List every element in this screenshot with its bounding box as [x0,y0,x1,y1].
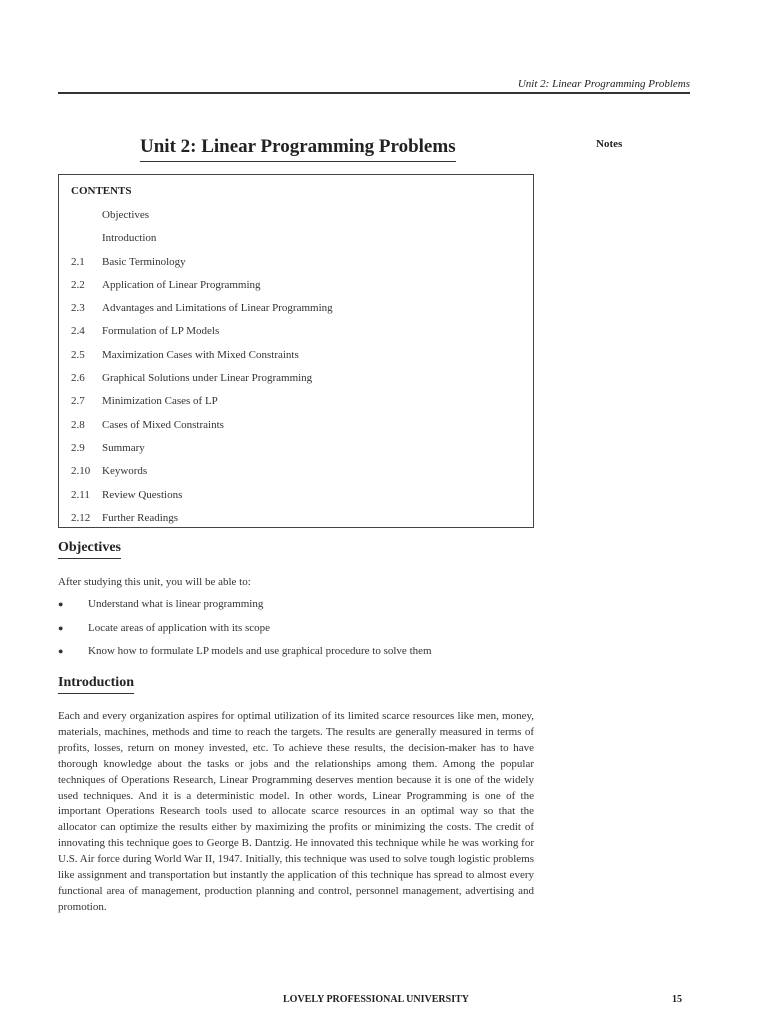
contents-item-number: 2.7 [71,395,85,408]
bullet-icon: ● [58,622,64,633]
contents-item-2-12[interactable] [71,512,333,535]
running-header: Unit 2: Linear Programming Problems [517,78,690,90]
notes-margin-label: Notes [596,138,623,150]
contents-item-objectives[interactable] [71,209,333,232]
contents-item-number: 2.6 [71,372,85,385]
objectives-lead: After studying this unit, you will be able to: [58,576,251,588]
contents-item-2-3[interactable] [71,302,333,325]
contents-item-number: 2.12 [71,511,91,524]
contents-item-number: 2.8 [71,418,85,431]
contents-item-label: Cases of Mixed Constraints [102,418,224,431]
page-title: Unit 2: Linear Programming Problems [140,136,456,162]
contents-item-number: 2.9 [71,441,85,454]
contents-list [71,209,333,535]
objective-text: Locate areas of application with its scope [88,621,271,634]
contents-item-number: 2.10 [71,465,91,478]
contents-item-number: 2.5 [71,348,85,361]
page-number: 15 [672,994,682,1005]
objective-text: Know how to formulate LP models and use graphical procedure to solve them [88,645,432,657]
contents-item-2-9[interactable] [71,442,333,465]
contents-item-label: Graphical Solutions under Linear Programming [102,372,313,385]
contents-item-number: 2.11 [71,488,90,501]
list-item [58,645,432,669]
contents-item-label: Review Questions [102,488,183,501]
contents-heading: CONTENTS [71,185,132,197]
contents-item-label: Summary [102,441,145,454]
contents-item-number: 2.3 [71,302,85,315]
contents-item-label: Basic Terminology [102,255,186,268]
contents-item-2-5[interactable] [71,349,333,372]
contents-item-label: Maximization Cases with Mixed Constraints [102,348,299,361]
header-rule [58,92,690,94]
contents-item-number: 2.4 [71,325,85,338]
contents-item-2-6[interactable] [71,372,333,395]
footer-university: LOVELY PROFESSIONAL UNIVERSITY [283,994,469,1005]
introduction-heading: Introduction [58,675,134,694]
list-item [58,622,432,646]
contents-item-label: Keywords [102,465,148,478]
contents-item-label: Advantages and Limitations of Linear Programming [102,302,333,315]
contents-item-label: Formulation of LP Models [102,325,220,338]
contents-item-label: Objectives [102,209,150,221]
bullet-icon: ● [58,646,64,656]
list-item [58,598,432,622]
contents-item-label: Minimization Cases of LP [102,395,218,408]
introduction-paragraph: Each and every organization aspires for optimal utilization of its limited scarce resources like men, money, materials, machines, methods and time to reach the targets. The results are generally measured in terms of profits, losses, return on money invested, etc. To achieve these results, the decision-maker has to have thorough knowledge about the tasks or jobs and the relationships among them. Among the popular techniques of Operations Research, Linear Programming deserves mention because it is one of the widely used techniques. And it is a deterministic model. In other words, Linear Programming is one of the important Operations Research tools used to allocate scarce resources in an optimal way so that the allocator can optimize the results either by maximizing the profits or minimizing the costs. The credit of innovating this technique goes to George B. Dantzig. He innovated this technique while he was working for U.S. Air force during World War II, 1947. Initially, this technique was used to solve tough logistic problems like assignment and transportation but instantly the application of this technique has spread to almost every functional area of management, production planning and control, personnel management, advertising and promotion. [58,710,534,913]
bullet-icon: ● [58,599,64,609]
objectives-list [58,598,432,669]
objectives-heading: Objectives [58,540,121,559]
contents-item-number: 2.1 [71,255,85,268]
contents-item-label: Introduction [102,232,157,245]
contents-item-2-4[interactable] [71,325,333,348]
contents-item-2-11[interactable] [71,489,333,512]
contents-item-2-1[interactable] [71,256,333,279]
contents-item-2-10[interactable] [71,465,333,488]
contents-item-label: Application of Linear Programming [102,278,261,291]
contents-item-label: Further Readings [102,511,179,524]
contents-box [58,174,534,528]
contents-item-2-7[interactable] [71,395,333,418]
contents-item-2-2[interactable] [71,279,333,302]
objective-text: Understand what is linear programming [88,598,264,610]
contents-item-2-8[interactable] [71,419,333,442]
contents-item-number: 2.2 [71,278,85,291]
contents-item-introduction[interactable] [71,232,333,255]
